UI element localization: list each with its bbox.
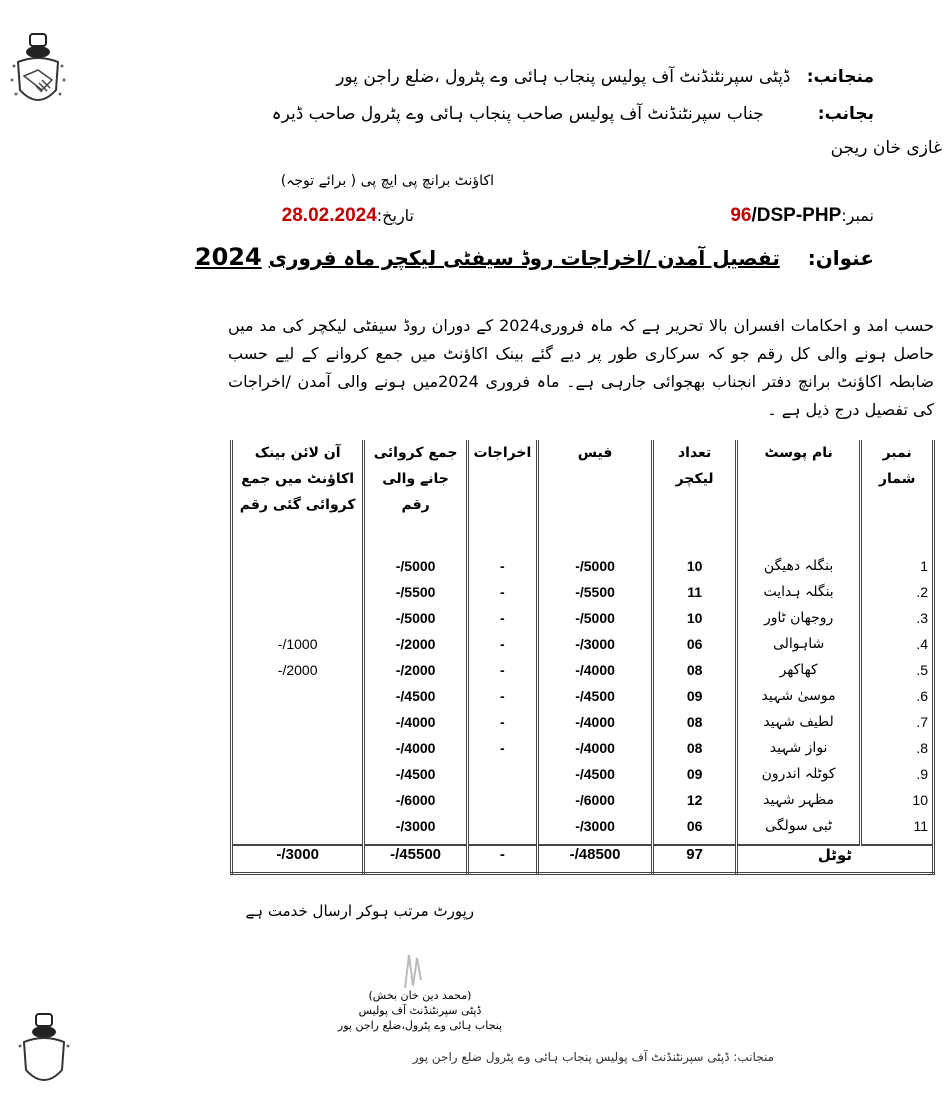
table-total-row (232, 845, 934, 874)
table-row (232, 714, 934, 740)
signature-title-2: پنجاب ہائی وے پٹرول،ضلع راجن پور (337, 1019, 503, 1032)
cell-lectures: 08 (653, 740, 737, 766)
cell-deposited: 2000/- (364, 636, 468, 662)
cell-lectures: 12 (653, 792, 737, 818)
cc-line: اکاؤنٹ برانچ پی ایچ پی ( برائے توجہ) (280, 173, 494, 189)
police-seal-logo (8, 32, 68, 112)
table-row (232, 818, 934, 845)
table-row (232, 558, 934, 584)
number-label: نمبر: (841, 206, 874, 225)
cell-online: 2000/- (232, 662, 364, 688)
cell-lectures: 06 (653, 636, 737, 662)
signature-name: (محمد دین خان بخش) (368, 989, 472, 1002)
cell-post: نواز شہید (736, 740, 860, 766)
date-value: 28.02.2024 (281, 205, 377, 226)
closing-line: رپورٹ مرتب ہوکر ارسال خدمت ہے (245, 902, 474, 920)
footer-partial-line: منجانب: ڈپٹی سپرنٹنڈنٹ آف پولیس پنجاب ہائی وے پٹرول ضلع راجن پور (412, 1050, 774, 1064)
cell-deposited: 2000/- (364, 662, 468, 688)
cell-lectures: 08 (653, 662, 737, 688)
total-expenses: - (467, 845, 537, 874)
signature-title-1: ڈپٹی سپرنٹنڈنٹ آف پولیس (358, 1004, 482, 1017)
table-row (232, 740, 934, 766)
cell-lectures: 10 (653, 610, 737, 636)
cell-deposited: 4000/- (364, 714, 468, 740)
cell-deposited: 4000/- (364, 740, 468, 766)
cell-post: موسیٰ شہید (736, 688, 860, 714)
cell-serial: 11 (861, 818, 934, 845)
from-label: منجانب: (806, 67, 874, 87)
cell-post: شاہوالی (736, 636, 860, 662)
cell-serial: 8. (861, 740, 934, 766)
cell-deposited: 6000/- (364, 792, 468, 818)
cell-serial: 5. (861, 662, 934, 688)
cell-expenses (467, 818, 537, 845)
table-row (232, 688, 934, 714)
header-serial: نمبر شمار (861, 440, 934, 558)
cell-expenses (467, 792, 537, 818)
cell-expenses: - (467, 636, 537, 662)
number-rest: /DSP-PHP (751, 205, 842, 226)
cell-expenses: - (467, 714, 537, 740)
cell-online (232, 558, 364, 584)
cell-online (232, 766, 364, 792)
table-row (232, 584, 934, 610)
total-lectures: 97 (653, 845, 737, 874)
cell-deposited: 4500/- (364, 766, 468, 792)
cell-serial: 9. (861, 766, 934, 792)
cell-fee: 5500/- (537, 584, 652, 610)
date-field (282, 205, 414, 227)
cell-online (232, 818, 364, 845)
to-text: جناب سپرنٹنڈنٹ آف پولیس صاحب پنجاب ہائی وے پٹرول صاحب ڈیرہ (271, 104, 764, 124)
total-label: ٹوٹل (736, 845, 933, 874)
cell-post: بنگلہ ہدایت (736, 584, 860, 610)
cell-deposited: 3000/- (364, 818, 468, 845)
cell-expenses: - (467, 558, 537, 584)
cell-expenses: - (467, 584, 537, 610)
table-row (232, 610, 934, 636)
table-row (232, 766, 934, 792)
to-line-2: غازی خان ریجن (830, 138, 942, 158)
cell-serial: 4. (861, 636, 934, 662)
cell-lectures: 06 (653, 818, 737, 845)
total-online: 3000/- (232, 845, 364, 874)
cell-expenses (467, 766, 537, 792)
header-online: آن لائن بینک اکاؤنٹ میں جمع کروائی گئی رقم (232, 440, 364, 558)
cell-online (232, 792, 364, 818)
table-row (232, 662, 934, 688)
to-line (272, 103, 874, 124)
table-row (232, 636, 934, 662)
signature-block (330, 988, 510, 1033)
header-fee: فیس (537, 440, 652, 558)
subject-year: 2024 (194, 243, 262, 271)
cell-lectures: 09 (653, 766, 737, 792)
cell-serial: 6. (861, 688, 934, 714)
cell-online (232, 714, 364, 740)
header-post: نام پوسٹ (736, 440, 860, 558)
cell-fee: 4000/- (537, 740, 652, 766)
cell-fee: 3000/- (537, 636, 652, 662)
to-label: بجانب: (817, 104, 874, 124)
subject-label: عنوان: (807, 246, 874, 270)
cell-lectures: 11 (653, 584, 737, 610)
cell-serial: 10 (861, 792, 934, 818)
cell-serial: 3. (861, 610, 934, 636)
cell-expenses: - (467, 688, 537, 714)
cell-expenses: - (467, 740, 537, 766)
header-expenses: اخراجات (467, 440, 537, 558)
cell-lectures: 09 (653, 688, 737, 714)
cell-post: بنگلہ دھیگن (736, 558, 860, 584)
cell-fee: 5000/- (537, 610, 652, 636)
cell-online: 1000/- (232, 636, 364, 662)
total-deposited: 45500/- (364, 845, 468, 874)
cell-lectures: 10 (653, 558, 737, 584)
cell-post: ٹبی سولگی (736, 818, 860, 845)
cell-post: روجھان ٹاور (736, 610, 860, 636)
cell-online (232, 584, 364, 610)
date-label: تاریخ: (376, 206, 414, 225)
cell-serial: 1 (861, 558, 934, 584)
header-lectures: تعداد لیکچر (653, 440, 737, 558)
cell-fee: 6000/- (537, 792, 652, 818)
cell-online (232, 740, 364, 766)
cell-fee: 5000/- (537, 558, 652, 584)
subject-text: تفصیل آمدن /اخراجات روڈ سیفٹی لیکچر ماہ فروری (268, 246, 780, 270)
cell-deposited: 5500/- (364, 584, 468, 610)
table-header-row (232, 440, 934, 558)
body-paragraph: حسب امد و احکامات افسران بالا تحریر ہے کہ ماہ فروری2024 کے دوران روڈ سیفٹی لیکچر کی مد میں حاصل ہونے والی کل رقم جو کہ سرکاری طور پر دیے گئے بینک اکاؤنٹ میں جمع کروانے کے لیے حسب ضابطہ اکاؤنٹ برانچ دفتر انجناب بھجوائی جارہی ہے۔ ماہ فروری 2024میں ہونے والی آمدن /اخراجات کی تفصیل درج ذیل ہے ۔ (228, 316, 935, 419)
subject-line (195, 243, 874, 271)
cell-deposited: 5000/- (364, 610, 468, 636)
cell-fee: 3000/- (537, 818, 652, 845)
number-highlight: 96 (730, 205, 752, 226)
cell-fee: 4000/- (537, 714, 652, 740)
cell-post: مظہر شہید (736, 792, 860, 818)
header-deposited: جمع کروائی جانے والی رقم (364, 440, 468, 558)
cell-serial: 2. (861, 584, 934, 610)
reference-number (730, 205, 874, 227)
cell-fee: 4000/- (537, 662, 652, 688)
cell-deposited: 5000/- (364, 558, 468, 584)
cell-online (232, 688, 364, 714)
cell-online (232, 610, 364, 636)
from-text: ڈپٹی سپرنٹنڈنٹ آف پولیس پنجاب ہائی وے پٹرول ،ضلع راجن پور (336, 67, 791, 87)
cell-expenses: - (467, 610, 537, 636)
cell-fee: 4500/- (537, 688, 652, 714)
cell-expenses: - (467, 662, 537, 688)
table-row (232, 792, 934, 818)
cell-deposited: 4500/- (364, 688, 468, 714)
income-expense-table (230, 440, 935, 875)
police-seal-logo-bottom (16, 1012, 76, 1092)
cell-serial: 7. (861, 714, 934, 740)
cell-post: لطیف شہید (736, 714, 860, 740)
cell-lectures: 08 (653, 714, 737, 740)
total-fee: 48500/- (537, 845, 652, 874)
from-line (336, 66, 874, 87)
cell-post: کوٹلہ اندرون (736, 766, 860, 792)
cell-fee: 4500/- (537, 766, 652, 792)
cell-post: کھاکھر (736, 662, 860, 688)
